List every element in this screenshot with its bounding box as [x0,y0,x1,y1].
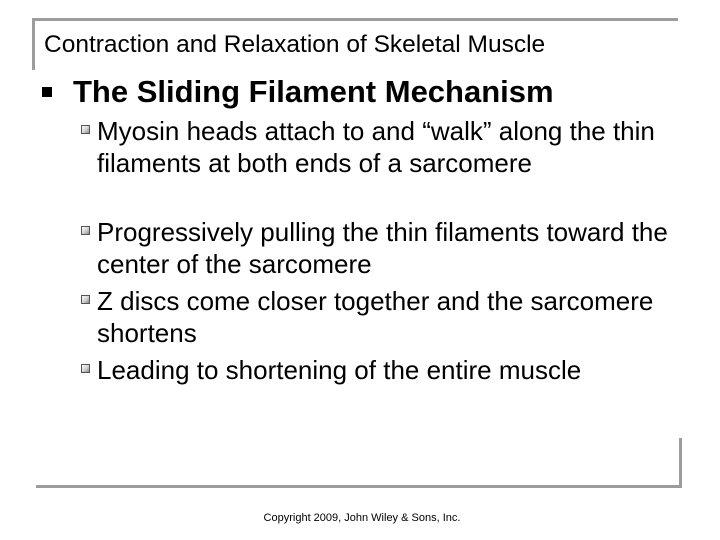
bullet-text: Z discs come closer together and the sarcomere shortens [97,286,654,348]
bullet-item [97,354,697,386]
shaded-square-bullet-icon [81,364,90,373]
square-bullet-icon [42,87,52,97]
section-heading: The Sliding Filament Mechanism [73,74,554,109]
frame-right-line [679,438,682,488]
copyright-footer: Copyright 2009, John Wiley & Sons, Inc. [263,512,461,524]
slide-title: Contraction and Relaxation of Skeletal Muscle [44,31,546,58]
bullet-text: Leading to shortening of the entire muscle [97,355,582,385]
shaded-square-bullet-icon [81,295,90,304]
frame-bottom-line [36,485,682,488]
shaded-square-bullet-icon [81,125,90,134]
bullet-text: Myosin heads attach to and “walk” along the thin filaments at both ends of a sarcomere [97,116,655,178]
bullet-item [97,285,697,349]
bullet-item [97,216,697,280]
bullet-text: Progressively pulling the thin filaments toward the center of the sarcomere [97,217,668,279]
shaded-square-bullet-icon [81,226,90,235]
frame-top-line [32,18,678,21]
frame-left-line [32,18,35,70]
bullet-item [97,115,697,179]
